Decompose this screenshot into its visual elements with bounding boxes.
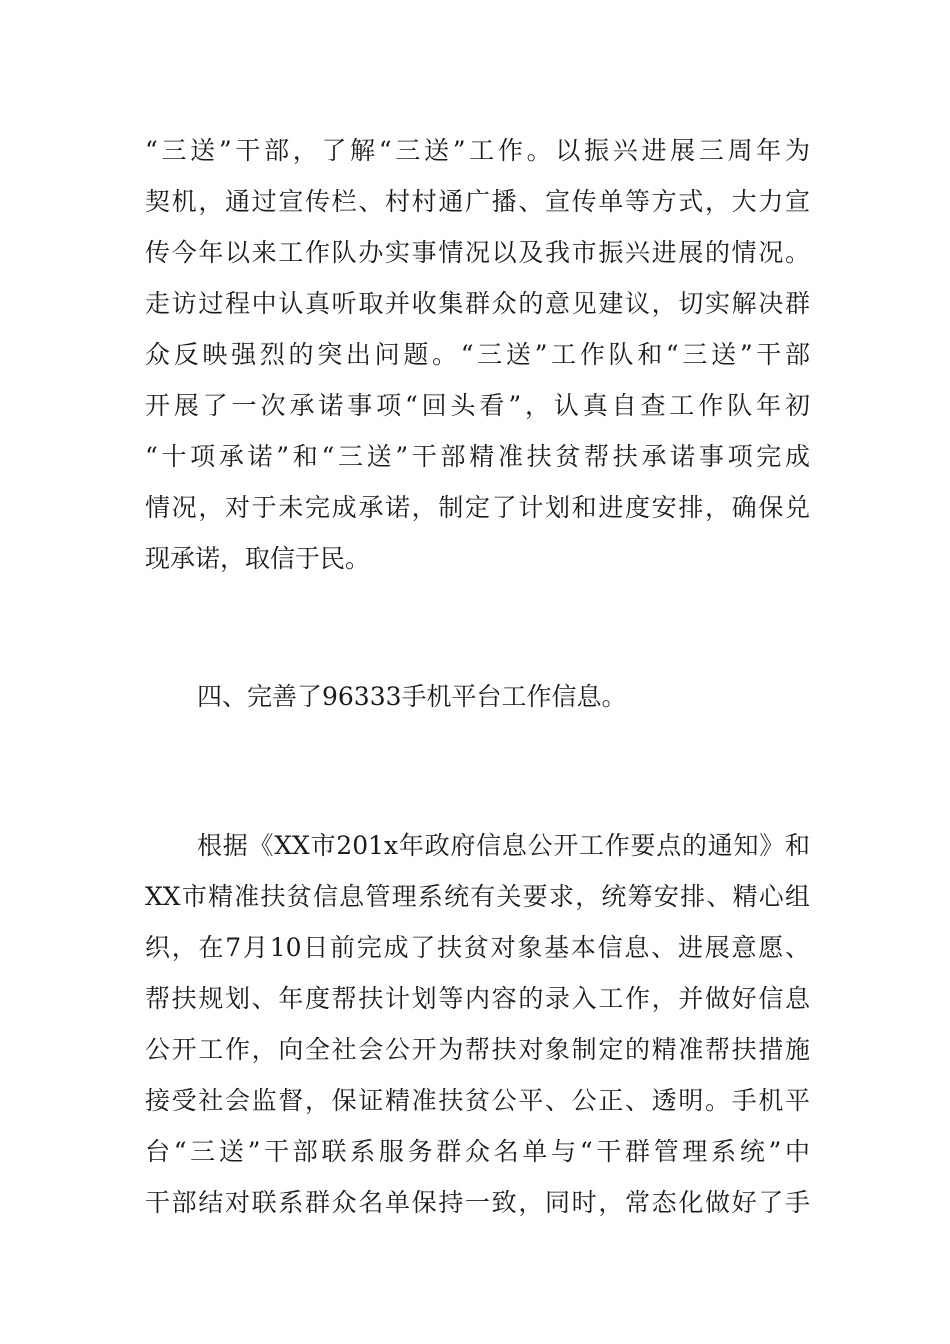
section-heading: 四、完善了96333手机平台工作信息。 bbox=[197, 682, 627, 711]
paragraph-1-line-9: 现承诺，取信于民。 bbox=[145, 544, 371, 573]
paragraph-1-line-2: 契机，通过宣传栏、村村通广播、宣传单等方式，大力宣 bbox=[145, 187, 810, 216]
paragraph-1-line-5: 众反映强烈的突出问题。“三送”工作队和“三送”干部 bbox=[145, 340, 810, 369]
paragraph-1-line-3: 传今年以来工作队办实事情况以及我市振兴进展的情况。 bbox=[145, 238, 810, 267]
paragraph-2-line-2: XX市精准扶贫信息管理系统有关要求，统筹安排、精心组 bbox=[145, 882, 810, 911]
paragraph-2-line-6: 接受社会监督，保证精准扶贫公平、公正、透明。手机平 bbox=[145, 1086, 810, 1115]
paragraph-2-line-3: 织，在7月10日前完成了扶贫对象基本信息、进展意愿、 bbox=[145, 933, 810, 962]
paragraph-2-line-4: 帮扶规划、年度帮扶计划等内容的录入工作，并做好信息 bbox=[145, 984, 810, 1013]
paragraph-2-line-5: 公开工作，向全社会公开为帮扶对象制定的精准帮扶措施 bbox=[145, 1035, 810, 1064]
paragraph-1-line-4: 走访过程中认真听取并收集群众的意见建议，切实解决群 bbox=[145, 289, 810, 318]
paragraph-1-line-8: 情况，对于未完成承诺，制定了计划和进度安排，确保兑 bbox=[145, 493, 810, 522]
paragraph-1-line-1: “三送”干部，了解“三送”工作。以振兴进展三周年为 bbox=[145, 136, 810, 165]
paragraph-2-line-8: 干部结对联系群众名单保持一致，同时，常态化做好了手 bbox=[145, 1188, 810, 1217]
paragraph-1-line-7: “十项承诺”和“三送”干部精准扶贫帮扶承诺事项完成 bbox=[145, 442, 810, 471]
paragraph-1-line-6: 开展了一次承诺事项“回头看”，认真自查工作队年初 bbox=[145, 391, 810, 420]
paragraph-2-line-1: 根据《XX市201x年政府信息公开工作要点的通知》和 bbox=[197, 831, 810, 860]
paragraph-2-line-7: 台“三送”干部联系服务群众名单与“干群管理系统”中 bbox=[145, 1137, 810, 1166]
